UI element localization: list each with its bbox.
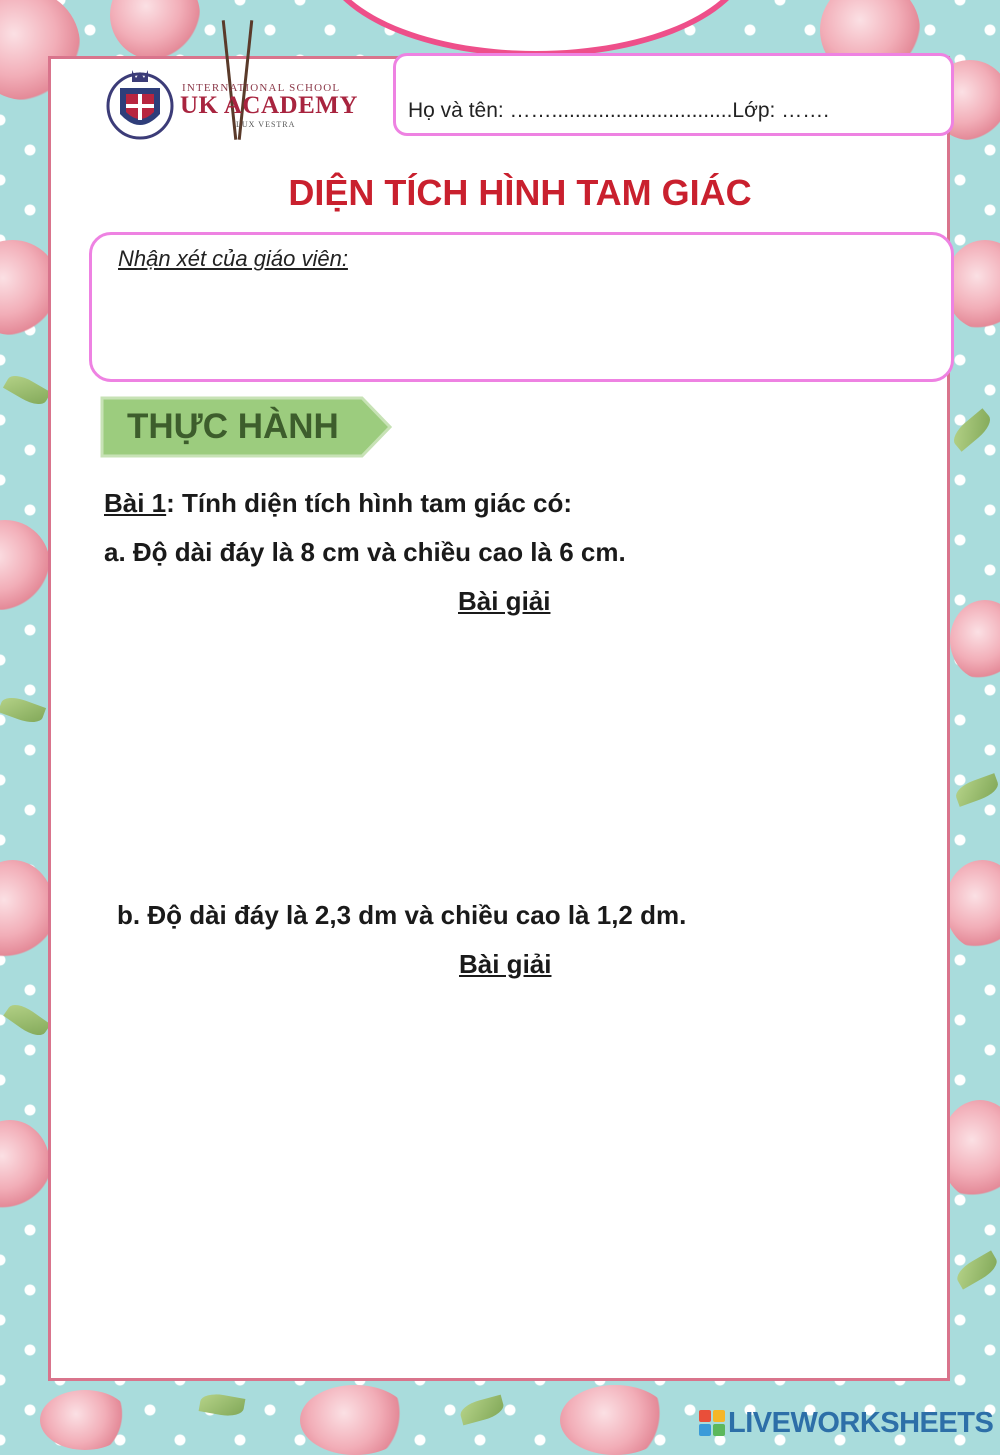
crest-icon xyxy=(106,64,178,144)
solution-heading-b: Bài giải xyxy=(459,949,552,979)
page-title: DIỆN TÍCH HÌNH TAM GIÁC xyxy=(288,172,752,213)
liveworksheets-logo-icon xyxy=(698,1409,726,1437)
solution-heading-a: Bài giải xyxy=(458,586,551,616)
exercise-part-a: a. Độ dài đáy là 8 cm và chiều cao là 6 cm. xyxy=(104,537,626,567)
watermark-text: LIVEWORKSHEETS xyxy=(728,1406,994,1439)
section-badge xyxy=(100,396,392,458)
logo-motto: LUX VESTRA xyxy=(236,120,296,129)
name-class-field[interactable]: Họ và tên: ……...............................Lớp: ……. xyxy=(408,99,830,122)
exercise-heading xyxy=(104,488,572,519)
section-badge-label: THỰC HÀNH xyxy=(127,407,339,446)
logo-school-type: INTERNATIONAL SCHOOL xyxy=(182,82,341,94)
liveworksheets-watermark xyxy=(698,1406,993,1440)
exercise-number: Bài 1 xyxy=(104,488,167,518)
top-frame-ellipse xyxy=(320,0,752,57)
school-logo xyxy=(106,64,366,144)
answer-area-b[interactable] xyxy=(100,995,940,1365)
exercise-instruction: : Tính diện tích hình tam giác có: xyxy=(166,488,573,518)
logo-school-name: UK ACADEMY xyxy=(180,92,358,119)
name-class-box[interactable] xyxy=(393,53,954,136)
answer-area-a[interactable] xyxy=(100,630,940,890)
teacher-comment-box[interactable] xyxy=(89,232,954,382)
teacher-comment-label: Nhận xét của giáo viên: xyxy=(118,246,348,271)
exercise-part-b: b. Độ dài đáy là 2,3 dm và chiều cao là 1,2 dm. xyxy=(117,900,687,930)
